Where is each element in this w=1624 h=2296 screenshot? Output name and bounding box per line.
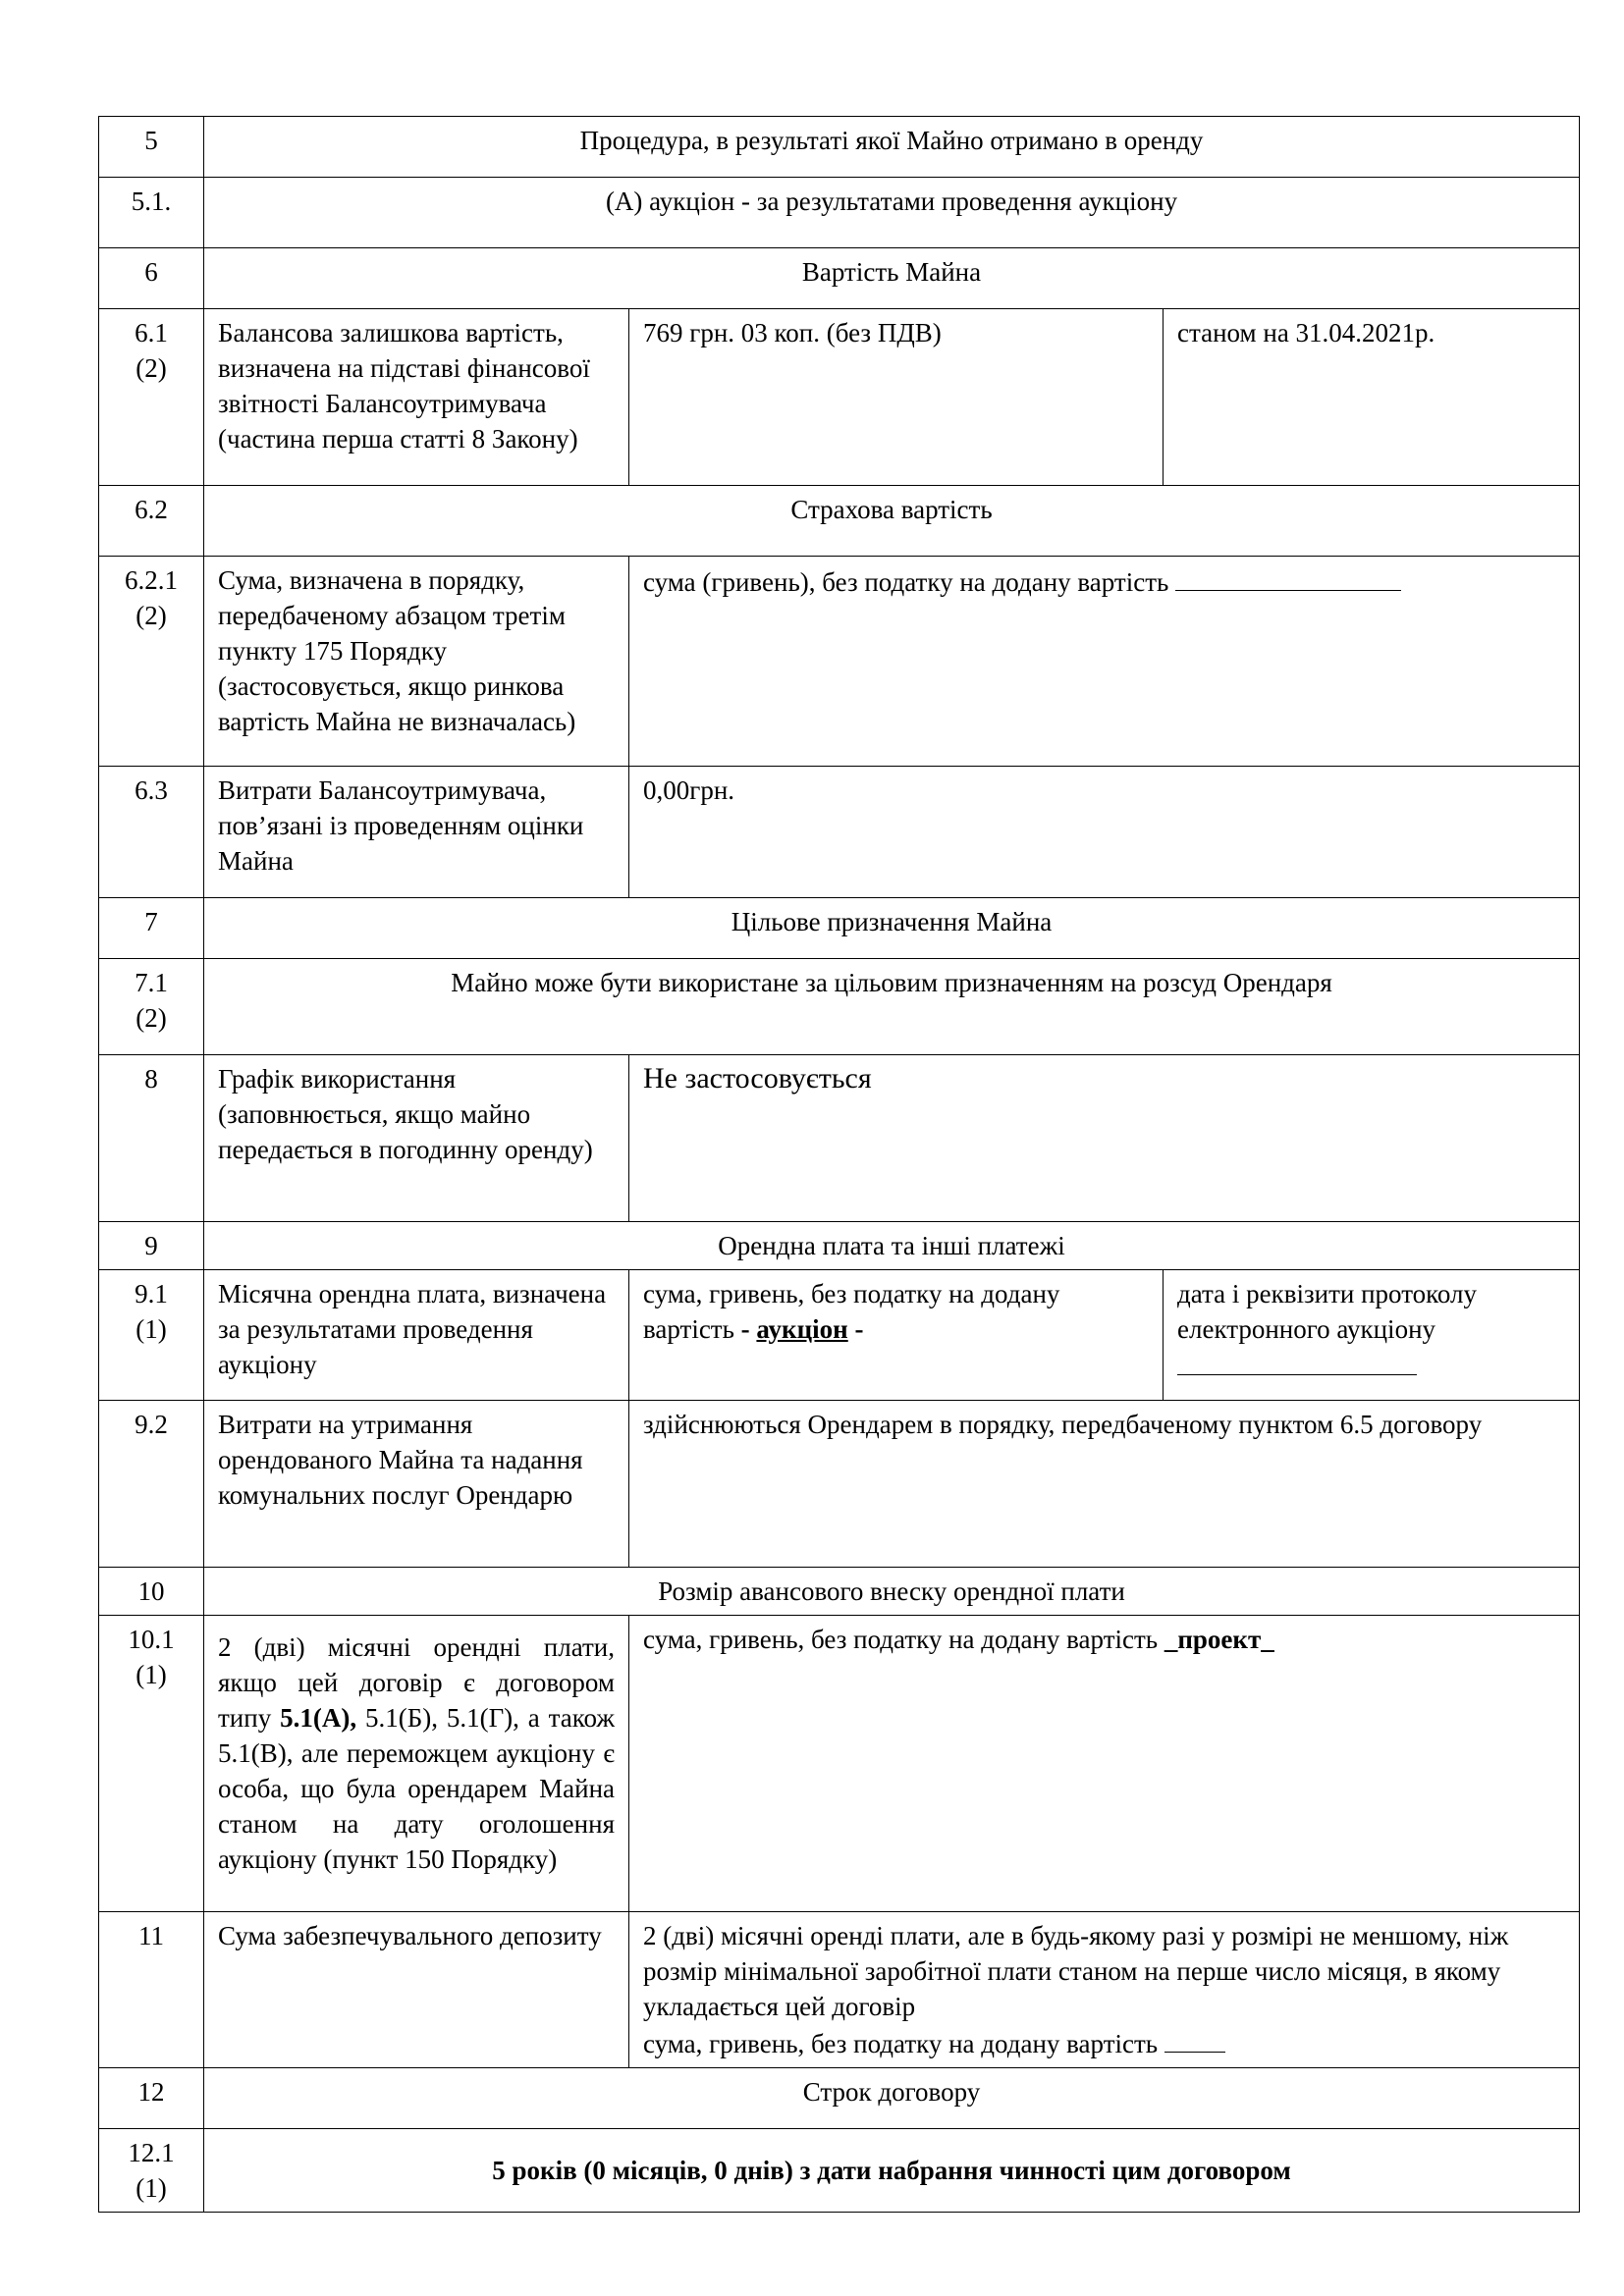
lease-terms-document: [98, 116, 1579, 2213]
table-row: [99, 1912, 1580, 2068]
advance-label-rest: 5.1(Б), 5.1(Г), а також 5.1(В), але переможцем аукціону є особа, що була орендарем Майна станом на дату оголошення аукціону (пункт 150 Порядку): [218, 1703, 616, 1874]
procedure-value: (А) аукціон - за результатами проведення аукціону: [204, 178, 1580, 248]
field-label: Графік використання (заповнюється, якщо майно передається в погодинну оренду): [204, 1055, 629, 1222]
advance-value-text: сума, гривень, без податку на додану вартість: [643, 1625, 1164, 1654]
table-row: [99, 1401, 1580, 1568]
monthly-rent-dash-end: -: [847, 1314, 864, 1344]
table-row: [99, 1222, 1580, 1270]
table-row: [99, 1270, 1580, 1401]
table-row: [99, 1616, 1580, 1912]
maintenance-value: здійснюються Орендарем в порядку, передбаченому пунктом 6.5 договору: [629, 1401, 1580, 1568]
section-heading: Розмір авансового внеску орендної плати: [204, 1568, 1580, 1616]
field-label: Витрати на утримання орендованого Майна та надання комунальних послуг Орендарю: [204, 1401, 629, 1568]
row-number: 6.2.1 (2): [99, 557, 204, 767]
row-number: 5: [99, 117, 204, 178]
table-row: [99, 309, 1580, 486]
section-heading: Процедура, в результаті якої Майно отримано в оренду: [204, 117, 1580, 178]
table-row: [99, 248, 1580, 309]
section-heading: Вартість Майна: [204, 248, 1580, 309]
contract-term-value: 5 років (0 місяців, 0 днів) з дати набрання чинності цим договором: [204, 2129, 1580, 2213]
deposit-value-text: 2 (дві) місячні оренді плати, але в будь-якому разі у розмірі не меншому, ніж розмір мінімальної заробітної плати станом на перше число місяця, в якому укладається цей договір: [643, 1921, 1509, 2021]
row-number: 5.1.: [99, 178, 204, 248]
row-number: 12.1 (1): [99, 2129, 204, 2213]
section-heading: Строк договору: [204, 2068, 1580, 2129]
monthly-rent-text: сума, гривень, без податку на додану вартість: [643, 1279, 1060, 1344]
section-heading: Страхова вартість: [204, 486, 1580, 557]
advance-value-project: _проект_: [1164, 1625, 1274, 1654]
advance-value: [629, 1616, 1580, 1912]
row-number: 6: [99, 248, 204, 309]
advance-label-type: 5.1(А),: [280, 1703, 357, 1733]
auction-protocol: [1164, 1270, 1580, 1401]
row-number: 9.1 (1): [99, 1270, 204, 1401]
table-row: [99, 1568, 1580, 1616]
balance-value: 769 грн. 03 коп. (без ПДВ): [629, 309, 1164, 486]
field-label: Витрати Балансоутримувача, пов’язані із проведенням оцінки Майна: [204, 767, 629, 898]
row-number: 6.1 (2): [99, 309, 204, 486]
row-number: 9.2: [99, 1401, 204, 1568]
table-row: [99, 486, 1580, 557]
table-row: [99, 1055, 1580, 1222]
row-number: 7: [99, 898, 204, 959]
table-row: [99, 2129, 1580, 2213]
schedule-value: Не застосовується: [629, 1055, 1580, 1222]
blank-line: [1164, 2024, 1225, 2053]
table-row: [99, 767, 1580, 898]
blank-line: [1175, 562, 1401, 591]
evaluation-cost-value: 0,00грн.: [629, 767, 1580, 898]
row-number: 9: [99, 1222, 204, 1270]
balance-date: станом на 31.04.2021р.: [1164, 309, 1580, 486]
insurance-value-text: сума (гривень), без податку на додану вартість: [643, 567, 1176, 597]
table-row: [99, 898, 1580, 959]
table-row: [99, 178, 1580, 248]
row-number: 11: [99, 1912, 204, 2068]
table-row: [99, 2068, 1580, 2129]
field-label: Місячна орендна плата, визначена за результатами проведення аукціону: [204, 1270, 629, 1401]
field-label: Балансова залишкова вартість, визначена на підставі фінансової звітності Балансоутримувача (частина перша статті 8 Закону): [204, 309, 629, 486]
field-label: Сума, визначена в порядку, передбаченому абзацом третім пункту 175 Порядку (застосовується, якщо ринкова вартість Майна не визначалась): [204, 557, 629, 767]
section-heading: Орендна плата та інші платежі: [204, 1222, 1580, 1270]
table-row: [99, 557, 1580, 767]
blank-line: [1177, 1347, 1417, 1375]
insurance-value: [629, 557, 1580, 767]
row-number: 7.1 (2): [99, 959, 204, 1055]
deposit-value-sum: сума, гривень, без податку на додану вартість: [643, 2029, 1164, 2058]
row-number: 12: [99, 2068, 204, 2129]
lease-terms-table: [98, 116, 1580, 2213]
row-number: 6.3: [99, 767, 204, 898]
row-number: 10: [99, 1568, 204, 1616]
row-number: 8: [99, 1055, 204, 1222]
purpose-value: Майно може бути використане за цільовим призначенням на розсуд Орендаря: [204, 959, 1580, 1055]
row-number: 10.1 (1): [99, 1616, 204, 1912]
monthly-rent-dash: -: [740, 1314, 757, 1344]
table-row: [99, 117, 1580, 178]
advance-label-text: 2 (дві) місячні орендні плати, якщо цей договір є договором типу: [218, 1632, 615, 1733]
auction-protocol-text: дата і реквізити протоколу електронного аукціону: [1177, 1279, 1478, 1344]
section-heading: Цільове призначення Майна: [204, 898, 1580, 959]
deposit-value: [629, 1912, 1580, 2068]
field-label: Сума забезпечувального депозиту: [204, 1912, 629, 2068]
monthly-rent-auction: аукціон: [756, 1314, 848, 1344]
table-row: [99, 959, 1580, 1055]
monthly-rent-value: [629, 1270, 1164, 1401]
row-number: 6.2: [99, 486, 204, 557]
field-label: [204, 1616, 629, 1912]
